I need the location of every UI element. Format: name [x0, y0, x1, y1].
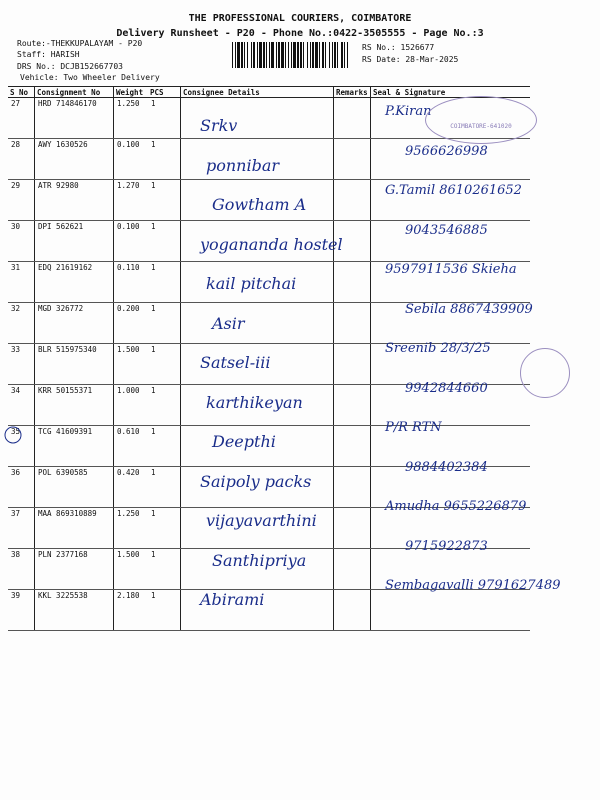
cell-consignment: TCG 41609391: [35, 426, 114, 467]
table-row: [8, 590, 530, 631]
cell-pcs: 1: [148, 344, 181, 385]
cell-consignee: [181, 303, 334, 344]
cell-pcs: 1: [148, 385, 181, 426]
barcode-bar: [341, 42, 343, 68]
cell-remarks: [334, 549, 371, 590]
cell-remarks: [334, 426, 371, 467]
cell-sno: 38: [8, 549, 35, 590]
rs-date: RS Date: 28-Mar-2025: [362, 55, 459, 64]
cell-pcs: 1: [148, 98, 181, 139]
barcode-bar: [288, 42, 289, 68]
barcode-bar: [278, 42, 280, 68]
barcode-bar: [312, 42, 314, 68]
cell-sno: 39: [8, 590, 35, 631]
cell-weight: 1.000: [114, 385, 149, 426]
cell-remarks: [334, 590, 371, 631]
cell-remarks: [334, 385, 371, 426]
barcode-bar: [322, 42, 324, 68]
cell-consignment: KRR 50155371: [35, 385, 114, 426]
barcode-bar: [247, 42, 248, 68]
cell-consignment: KKL 3225538: [35, 590, 114, 631]
cell-weight: 1.270: [114, 180, 149, 221]
cell-consignment: POL 6390585: [35, 467, 114, 508]
cell-pcs: 1: [148, 180, 181, 221]
cell-sno: 35: [8, 426, 35, 467]
cell-remarks: [334, 139, 371, 180]
signature: G.Tamil 8610261652: [385, 183, 522, 198]
col-remarks: Remarks: [334, 87, 371, 98]
barcode-bar: [319, 42, 320, 68]
cell-weight: 0.100: [114, 221, 149, 262]
barcode-bar: [259, 42, 262, 68]
signature: 9942844660: [405, 380, 488, 396]
runsheet-title: Delivery Runsheet - P20 - Phone No.:0422-3505555 - Page No.:3: [116, 28, 484, 39]
cell-remarks: [334, 508, 371, 549]
cell-consignment: AWY 1630526: [35, 139, 114, 180]
cell-sno: 34: [8, 385, 35, 426]
barcode-bar: [285, 42, 286, 68]
signature: 9043546885: [405, 222, 488, 238]
cell-consignment: MAA 869310889: [35, 508, 114, 549]
barcode-bar: [276, 42, 277, 68]
cell-pcs: 1: [148, 426, 181, 467]
cell-sno: 29: [8, 180, 35, 221]
signature: Sembagavalli 9791627489: [385, 578, 561, 593]
barcode-bar: [307, 42, 308, 68]
cell-consignment: PLN 2377168: [35, 549, 114, 590]
cell-pcs: 1: [148, 590, 181, 631]
col-consignee: Consignee Details: [181, 87, 334, 98]
barcode-bar: [347, 42, 348, 68]
table-header-row: [8, 87, 530, 98]
signature: 9884402384: [405, 459, 488, 475]
consignee-name: Srkv: [200, 116, 238, 135]
consignee-name: karthikeyan: [206, 392, 303, 412]
consignee-name: Satsel-iii: [200, 353, 271, 372]
stamp-text: COIMBATORE-641020: [450, 123, 512, 130]
cell-sno: 27: [8, 98, 35, 139]
barcode: [232, 42, 352, 68]
barcode-bar: [334, 42, 336, 68]
staff-label: Staff: HARISH: [17, 50, 80, 59]
consignee-name: ponnibar: [206, 155, 280, 175]
cell-consignment: MGD 326772: [35, 303, 114, 344]
office-stamp: [425, 96, 537, 144]
barcode-bar: [244, 42, 245, 68]
cell-weight: 0.200: [114, 303, 149, 344]
cell-consignment: DPI 562621: [35, 221, 114, 262]
round-seal: [520, 348, 570, 398]
cell-pcs: 1: [148, 262, 181, 303]
cell-consignment: BLR 515975340: [35, 344, 114, 385]
col-weight: Weight: [114, 87, 149, 98]
cell-sno: 36: [8, 467, 35, 508]
vehicle-label: Vehicle: Two Wheeler Delivery: [20, 73, 160, 82]
company-title: THE PROFESSIONAL COURIERS, COIMBATORE: [188, 13, 412, 24]
route-label: Route:-THEKKUPALAYAM - P20: [17, 39, 143, 48]
rs-number: RS No.: 1526677: [362, 43, 435, 52]
cell-pcs: 1: [148, 139, 181, 180]
cell-pcs: 1: [148, 508, 181, 549]
barcode-bar: [237, 42, 240, 68]
barcode-bar: [332, 42, 333, 68]
cell-weight: 0.610: [114, 426, 149, 467]
signature: P/R RTN: [385, 420, 442, 435]
cell-remarks: [334, 303, 371, 344]
cell-weight: 1.500: [114, 344, 149, 385]
barcode-bar: [300, 42, 302, 68]
barcode-bar: [291, 42, 292, 68]
signature: Sebila 8867439909: [405, 301, 533, 317]
barcode-bar: [241, 42, 243, 68]
consignee-name: Saipoly packs: [200, 471, 312, 491]
barcode-bar: [266, 42, 267, 68]
cell-weight: 0.420: [114, 467, 149, 508]
consignee-name: yogananda hostel: [200, 234, 343, 254]
cell-remarks: [334, 262, 371, 303]
barcode-bar: [310, 42, 311, 68]
consignee-name: Gowtham A: [212, 195, 307, 214]
cell-signature: [371, 590, 531, 631]
cell-consignment: HRD 714846170: [35, 98, 114, 139]
signature: Amudha 9655226879: [385, 499, 527, 514]
consignee-name: Asir: [212, 313, 245, 333]
circle-mark-icon: [3, 425, 23, 445]
barcode-bar: [297, 42, 299, 68]
cell-sno: 30: [8, 221, 35, 262]
barcode-bar: [344, 42, 345, 68]
cell-consignment: ATR 92980: [35, 180, 114, 221]
signature: P.Kiran: [385, 104, 432, 119]
signature: 9566626998: [405, 143, 488, 159]
cell-pcs: 1: [148, 467, 181, 508]
signature: 9715922873: [405, 538, 488, 554]
barcode-bar: [235, 42, 236, 68]
barcode-bar: [232, 42, 233, 68]
barcode-bar: [315, 42, 318, 68]
barcode-bar: [271, 42, 274, 68]
cell-sno: 33: [8, 344, 35, 385]
col-pcs: PCS: [148, 87, 181, 98]
signature: 9597911536 Skieha: [385, 262, 517, 277]
cell-remarks: [334, 344, 371, 385]
barcode-bar: [263, 42, 265, 68]
signature: Sreenib 28/3/25: [385, 341, 491, 356]
cell-sno: 28: [8, 139, 35, 180]
cell-weight: 2.180: [114, 590, 149, 631]
col-consignment: Consignment No: [35, 87, 114, 98]
barcode-bar: [337, 42, 338, 68]
barcode-bar: [269, 42, 270, 68]
cell-pcs: 1: [148, 549, 181, 590]
cell-pcs: 1: [148, 303, 181, 344]
col-sno: S No: [8, 87, 35, 98]
cell-sno: 31: [8, 262, 35, 303]
consignee-name: Santhipriya: [212, 550, 307, 570]
cell-weight: 1.250: [114, 98, 149, 139]
col-seal-signature: Seal & Signature: [371, 87, 531, 98]
cell-remarks: [334, 180, 371, 221]
consignee-name: vijayavarthini: [206, 511, 317, 530]
consignee-name: Abirami: [200, 590, 265, 609]
consignee-name: kail pitchai: [206, 274, 297, 293]
cell-sno: 37: [8, 508, 35, 549]
cell-weight: 0.100: [114, 139, 149, 180]
barcode-bar: [329, 42, 330, 68]
cell-remarks: [334, 467, 371, 508]
barcode-bar: [257, 42, 258, 68]
consignee-name: Deepthi: [212, 432, 276, 451]
cell-pcs: 1: [148, 221, 181, 262]
drs-label: DRS No.: DCJB152667703: [17, 62, 123, 71]
cell-weight: 1.500: [114, 549, 149, 590]
cell-weight: 1.250: [114, 508, 149, 549]
barcode-bar: [293, 42, 296, 68]
barcode-bar: [253, 42, 255, 68]
barcode-bar: [325, 42, 326, 68]
cell-weight: 0.110: [114, 262, 149, 303]
cell-remarks: [334, 98, 371, 139]
barcode-bar: [303, 42, 304, 68]
barcode-bar: [251, 42, 252, 68]
barcode-bar: [281, 42, 284, 68]
cell-sno: 32: [8, 303, 35, 344]
cell-consignment: EDQ 21619162: [35, 262, 114, 303]
